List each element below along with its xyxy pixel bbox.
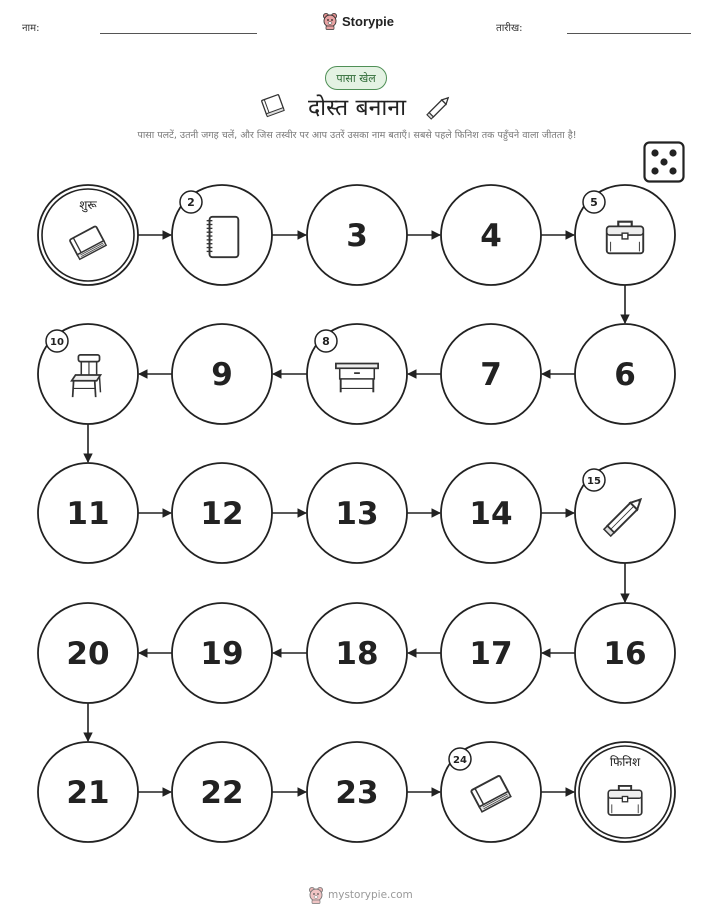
board-space-24 — [441, 742, 541, 842]
board-space-5 — [575, 185, 675, 285]
footer — [308, 886, 413, 904]
space-number: 19 — [200, 636, 244, 672]
space-number: 15 — [587, 476, 601, 487]
bear-icon — [322, 12, 338, 30]
space-number: 24 — [453, 755, 467, 766]
space-number: 23 — [335, 775, 379, 811]
board-space-20 — [38, 603, 138, 703]
space-number: 20 — [66, 636, 110, 672]
board-space-4 — [441, 185, 541, 285]
footer-site: mystorypie.com — [328, 889, 413, 901]
board-space-6 — [575, 324, 675, 424]
board-space-18 — [307, 603, 407, 703]
space-number: 17 — [469, 636, 513, 672]
notebook-icon — [207, 217, 239, 257]
space-number: 10 — [50, 337, 64, 348]
board-space-16 — [575, 603, 675, 703]
board-space-17 — [441, 603, 541, 703]
name-line[interactable] — [100, 33, 257, 34]
board-space-19 — [172, 603, 272, 703]
name-label: नाम: — [22, 23, 40, 34]
bear-icon — [308, 886, 324, 904]
space-number: 8 — [322, 335, 330, 348]
instructions: पासा पलटें, उतनी जगह चलें, और जिस तस्वीर पर आप उतरें उसका नाम बताएँ। सबसे पहले फिनिश तक पहुँचने वाला जीतता है! — [137, 130, 577, 141]
space-number: 2 — [187, 196, 195, 209]
space-number: 12 — [200, 496, 244, 532]
pencil-icon — [424, 92, 454, 122]
finish-label: फिनिश — [609, 755, 641, 769]
space-number: 21 — [66, 775, 110, 811]
toolbox-icon — [607, 222, 643, 254]
desk-icon — [336, 364, 378, 393]
board-space-25 — [575, 742, 675, 842]
space-number: 16 — [603, 636, 647, 672]
date-line[interactable] — [567, 33, 691, 34]
board-space-11 — [38, 463, 138, 563]
space-number: 14 — [469, 496, 513, 532]
date-label: तारीख: — [496, 23, 523, 34]
space-number: 3 — [346, 218, 368, 254]
board-space-1 — [38, 185, 138, 285]
board-space-21 — [38, 742, 138, 842]
space-number: 4 — [480, 218, 502, 254]
space-number: 11 — [66, 496, 110, 532]
board-space-15 — [575, 463, 675, 563]
book-icon — [258, 92, 288, 120]
board-space-9 — [172, 324, 272, 424]
brand-logo — [322, 12, 394, 30]
space-number: 5 — [590, 196, 598, 209]
toolbox-icon — [608, 786, 641, 815]
brand-name: Storypie — [342, 13, 395, 29]
space-number: 6 — [614, 357, 636, 393]
space-number: 7 — [480, 357, 502, 393]
board-space-10 — [38, 324, 138, 424]
board-space-14 — [441, 463, 541, 563]
board-space-13 — [307, 463, 407, 563]
game-type-badge: पासा खेल — [325, 66, 387, 90]
space-number: 13 — [335, 496, 379, 532]
board-space-22 — [172, 742, 272, 842]
board-space-3 — [307, 185, 407, 285]
page-title: दोस्त बनाना — [307, 95, 407, 121]
board-space-23 — [307, 742, 407, 842]
board-space-7 — [441, 324, 541, 424]
game-board — [0, 170, 714, 860]
space-number: 22 — [200, 775, 244, 811]
board-space-8 — [307, 324, 407, 424]
start-label: शुरू — [79, 198, 97, 212]
space-number: 18 — [335, 636, 379, 672]
board-space-2 — [172, 185, 272, 285]
board-space-12 — [172, 463, 272, 563]
space-number: 9 — [211, 357, 233, 393]
